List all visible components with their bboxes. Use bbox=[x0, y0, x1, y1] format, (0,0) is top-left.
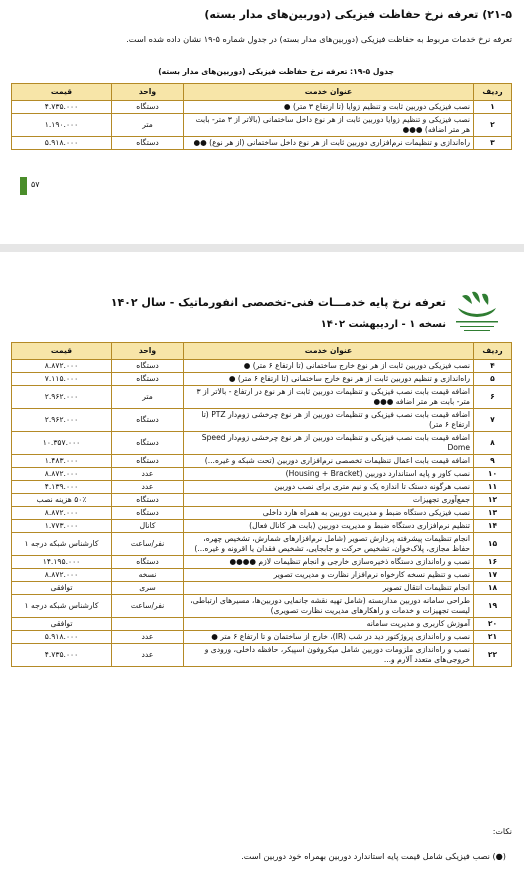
service-title: نصب و راه‌اندازی دستگاه ذخیره‌سازی خارجی و انجام تنظیمات لازم ●●●● bbox=[184, 556, 474, 569]
table-row bbox=[12, 373, 512, 386]
table-row bbox=[12, 494, 512, 507]
table-header-row bbox=[12, 343, 512, 360]
service-price: ۱.۱۹۰.۰۰۰ bbox=[12, 114, 112, 137]
row-number: ۱۹ bbox=[474, 595, 512, 618]
service-price: کارشناس شبکه درجه ۱ bbox=[12, 595, 112, 618]
row-number: ۲۲ bbox=[474, 644, 512, 667]
table-header-row bbox=[12, 84, 512, 101]
table-row bbox=[12, 101, 512, 114]
row-number: ۴ bbox=[474, 360, 512, 373]
page-marker bbox=[20, 177, 27, 195]
row-number: ۱۳ bbox=[474, 507, 512, 520]
service-title: نصب و راه‌اندازی پروژکتور دید در شب (IR)، خارج از ساختمان و تا ارتفاع ۶ متر ● bbox=[184, 631, 474, 644]
service-price: توافقی bbox=[12, 582, 112, 595]
service-title: راه‌اندازی و تنظیمات نرم‌افزاری دوربین ثابت از هر نوع داخل ساختمانی (از هر نوع) ●● bbox=[184, 137, 474, 150]
service-title: نصب و تنظیم نسخه کارخواه نرم‌افزار نظارت و مدیریت تصویر bbox=[184, 569, 474, 582]
service-price: ۵.۹۱۸.۰۰۰ bbox=[12, 631, 112, 644]
document-title: تعرفه نرخ پایه خدمـــات فنی-تخصصی انفورماتیک - سال ۱۴۰۲ bbox=[110, 296, 446, 309]
row-number: ۵ bbox=[474, 373, 512, 386]
service-price: ۱۰.۳۵۷.۰۰۰ bbox=[12, 432, 112, 455]
table-row bbox=[12, 386, 512, 409]
row-number: ۷ bbox=[474, 409, 512, 432]
intro-paragraph: تعرفه نرخ خدمات مربوط به حفاظت فیزیکی (دوربین‌های مدار بسته) در جدول شماره ۵-۱۹ نشان داده شده است. bbox=[126, 34, 512, 44]
table-row bbox=[12, 432, 512, 455]
service-price: ۱.۴۸۳.۰۰۰ bbox=[12, 455, 112, 468]
service-unit: دستگاه bbox=[112, 556, 184, 569]
row-number: ۶ bbox=[474, 386, 512, 409]
service-unit: عدد bbox=[112, 481, 184, 494]
service-title: نصب فیزیکی دستگاه ضبط و مدیریت دوربین به همراه هارد داخلی bbox=[184, 507, 474, 520]
service-title: اضافه قیمت بابت اعمال تنظیمات تخصصی نرم‌افزاری دوربین (تحت شبکه و غیره...) bbox=[184, 455, 474, 468]
table-row bbox=[12, 137, 512, 150]
service-unit: دستگاه bbox=[112, 373, 184, 386]
table-row bbox=[12, 455, 512, 468]
row-number: ۱۱ bbox=[474, 481, 512, 494]
table-row bbox=[12, 507, 512, 520]
service-unit: دستگاه bbox=[112, 137, 184, 150]
table-row bbox=[12, 360, 512, 373]
service-unit: کانال bbox=[112, 520, 184, 533]
table-row bbox=[12, 556, 512, 569]
table-row bbox=[12, 481, 512, 494]
service-title: نصب هرگونه دستک تا اندازه یک و نیم متری برای نصب دوربین bbox=[184, 481, 474, 494]
row-number: ۱۸ bbox=[474, 582, 512, 595]
service-price: ۱۴.۱۹۵.۰۰۰ bbox=[12, 556, 112, 569]
table-row bbox=[12, 114, 512, 137]
service-title: نصب و راه‌اندازی ملزومات دوربین شامل میکروفون اسپیکر، حافظه داخلی، ورودی و خروجی‌های متعدد آلارم و... bbox=[184, 644, 474, 667]
row-number: ۲ bbox=[474, 114, 512, 137]
header-price: قیمت bbox=[12, 84, 112, 101]
tariff-table-1 bbox=[11, 83, 512, 150]
header-title: عنوان خدمت bbox=[184, 343, 474, 360]
service-title: تنظیم نرم‌افزاری دستگاه ضبط و مدیریت دوربین (بابت هر کانال فعال) bbox=[184, 520, 474, 533]
service-price: ۸.۸۷۲.۰۰۰ bbox=[12, 468, 112, 481]
header-row-no: ردیف bbox=[474, 84, 512, 101]
service-title: نصب کاور و پایه استاندارد دوربین (Housing + Bracket) bbox=[184, 468, 474, 481]
table-row bbox=[12, 409, 512, 432]
page-2 bbox=[0, 252, 524, 871]
service-title: جمع‌آوری تجهیزات bbox=[184, 494, 474, 507]
service-price: ۲.۹۶۲.۰۰۰ bbox=[12, 386, 112, 409]
service-title: راه‌اندازی و تنظیم دوربین ثابت از هر نوع خارج ساختمانی (تا ارتفاع ۶ متر) ● bbox=[184, 373, 474, 386]
header-unit: واحد bbox=[112, 343, 184, 360]
service-price: ۷.۱۱۵.۰۰۰ bbox=[12, 373, 112, 386]
service-unit: عدد bbox=[112, 468, 184, 481]
service-unit: دستگاه bbox=[112, 432, 184, 455]
table-caption: جدول ۵-۱۹: تعرفه نرخ حفاظت فیزیکی (دوربین‌های مدار بسته) bbox=[158, 67, 394, 76]
service-title: نصب فیزیکی دوربین ثابت از هر نوع خارج ساختمانی (تا ارتفاع ۶ متر) ● bbox=[184, 360, 474, 373]
notes-label: نکات: bbox=[492, 827, 512, 836]
organization-logo bbox=[452, 290, 502, 336]
service-price: ۸.۸۷۲.۰۰۰ bbox=[12, 569, 112, 582]
document-version: نسخه ۱ - اردیبهشت ۱۴۰۲ bbox=[320, 319, 446, 330]
row-number: ۱ bbox=[474, 101, 512, 114]
page-number: ۵۷ bbox=[31, 180, 40, 189]
note-item: (●) نصب فیزیکی شامل قیمت پایه استاندارد دوربین بهمراه خود دوربین است. bbox=[241, 851, 506, 861]
service-title: انجام تنظیمات انتقال تصویر bbox=[184, 582, 474, 595]
row-number: ۱۶ bbox=[474, 556, 512, 569]
service-unit: نفر/ساعت bbox=[112, 533, 184, 556]
table-row bbox=[12, 569, 512, 582]
page-1 bbox=[0, 0, 524, 244]
service-price: توافقی bbox=[12, 618, 112, 631]
service-unit: عدد bbox=[112, 644, 184, 667]
service-price: ۸.۸۷۲.۰۰۰ bbox=[12, 507, 112, 520]
service-unit: دستگاه bbox=[112, 101, 184, 114]
row-number: ۲۱ bbox=[474, 631, 512, 644]
service-price: ۴.۷۳۵.۰۰۰ bbox=[12, 101, 112, 114]
service-unit: دستگاه bbox=[112, 494, 184, 507]
tariff-table-2 bbox=[11, 342, 512, 667]
service-price: ۸.۸۷۲.۰۰۰ bbox=[12, 360, 112, 373]
service-price: ۵۰٪ هزینه نصب bbox=[12, 494, 112, 507]
service-title: اضافه قیمت بابت نصب فیزیکی و تنظیمات دوربین از هر نوع چرخشی زوم‌دار Speed Dome bbox=[184, 432, 474, 455]
table-row bbox=[12, 595, 512, 618]
service-unit: سری bbox=[112, 582, 184, 595]
service-unit: عدد bbox=[112, 631, 184, 644]
service-price: ۴.۷۳۵.۰۰۰ bbox=[12, 644, 112, 667]
service-unit: متر bbox=[112, 386, 184, 409]
service-unit: دستگاه bbox=[112, 455, 184, 468]
row-number: ۱۲ bbox=[474, 494, 512, 507]
service-unit bbox=[112, 618, 184, 631]
service-title: نصب فیزیکی دوربین ثابت و تنظیم زوایا (تا ارتفاع ۳ متر) ● bbox=[184, 101, 474, 114]
service-price: ۵.۹۱۸.۰۰۰ bbox=[12, 137, 112, 150]
table-row bbox=[12, 582, 512, 595]
service-title: انجام تنظیمات پیشرفته پردازش تصویر (شامل نرم‌افزارهای شمارش، تشخیص چهره، حفاظ مجازی، پلاک‌خوان، تشخیص حرکت و جابجایی، تشخیص فقدان یا اقرونه و غیره...) bbox=[184, 533, 474, 556]
row-number: ۱۴ bbox=[474, 520, 512, 533]
service-title: طراحی سامانه دوربین مداربسته (شامل تهیه نقشه جانمایی دوربین‌ها، مسیرهای ارتباطی، لیست تجهیزات و خدمات و راهکارهای مدیریت نظارت تصویری) bbox=[184, 595, 474, 618]
table-row bbox=[12, 631, 512, 644]
service-unit: دستگاه bbox=[112, 409, 184, 432]
row-number: ۱۰ bbox=[474, 468, 512, 481]
table-row bbox=[12, 533, 512, 556]
table-row bbox=[12, 618, 512, 631]
service-price: ۴.۱۳۹.۰۰۰ bbox=[12, 481, 112, 494]
table-row bbox=[12, 644, 512, 667]
service-price: ۱.۷۷۳.۰۰۰ bbox=[12, 520, 112, 533]
section-title: ۲۱-۵) تعرفه نرخ حفاظت فیزیکی (دوربین‌های مدار بسته) bbox=[204, 8, 512, 21]
header-price: قیمت bbox=[12, 343, 112, 360]
table-row bbox=[12, 468, 512, 481]
header-unit: واحد bbox=[112, 84, 184, 101]
service-unit: متر bbox=[112, 114, 184, 137]
service-title: نصب فیزیکی و تنظیم زوایا دوربین ثابت از هر نوع داخل ساختمانی (بالاتر از ۳ متر- بابت هر متر اضافه) ●●● bbox=[184, 114, 474, 137]
service-title: اضافه قیمت بابت نصب فیزیکی و تنظیمات دوربین ثابت از هر نوع در ارتفاع - بالاتر از ۳ متر- بابت هر متر اضافه ●●● bbox=[184, 386, 474, 409]
service-unit: دستگاه bbox=[112, 507, 184, 520]
service-unit: دستگاه bbox=[112, 360, 184, 373]
service-price: کارشناس شبکه درجه ۱ bbox=[12, 533, 112, 556]
row-number: ۹ bbox=[474, 455, 512, 468]
service-title: آموزش کاربری و مدیریت سامانه bbox=[184, 618, 474, 631]
row-number: ۳ bbox=[474, 137, 512, 150]
row-number: ۸ bbox=[474, 432, 512, 455]
service-unit: نفر/ساعت bbox=[112, 595, 184, 618]
row-number: ۱۷ bbox=[474, 569, 512, 582]
service-title: اضافه قیمت بابت نصب فیزیکی و تنظیمات دوربین از هر نوع چرخشی زوم‌دار PTZ (تا ارتفاع ۶ متر) bbox=[184, 409, 474, 432]
table-row bbox=[12, 520, 512, 533]
header-title: عنوان خدمت bbox=[184, 84, 474, 101]
service-price: ۲.۹۶۲.۰۰۰ bbox=[12, 409, 112, 432]
row-number: ۱۵ bbox=[474, 533, 512, 556]
header-row-no: ردیف bbox=[474, 343, 512, 360]
row-number: ۲۰ bbox=[474, 618, 512, 631]
service-unit: نسخه bbox=[112, 569, 184, 582]
